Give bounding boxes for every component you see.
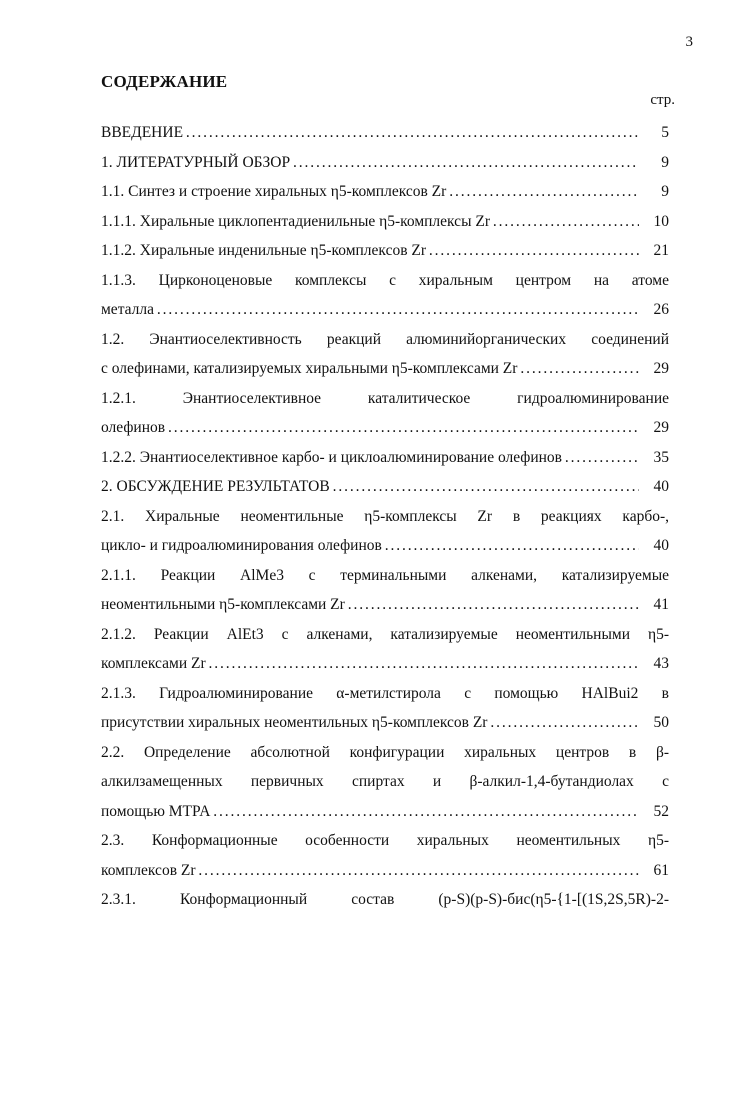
toc-entry-page: 5: [661, 124, 669, 141]
toc-entry-page: 29: [653, 419, 669, 436]
toc-entry-title: 1.1.2. Хиральные инденильные η5-комплексов Zr . . .: [101, 236, 639, 266]
toc-entry-title: неоментильными η5-комплексами Zr . . .: [101, 590, 639, 620]
toc-entry-title: цикло- и гидроалюминирования олефинов . . .: [101, 531, 639, 561]
toc-entry-page: 40: [653, 537, 669, 554]
page-column-label: стр.: [650, 92, 675, 108]
page-number: 3: [685, 34, 693, 50]
toc-entry[interactable]: [101, 797, 669, 827]
toc-entry[interactable]: [101, 148, 669, 178]
toc-entry-line: 2.3. Конформационные особенности хиральных неоментильных η5-: [101, 832, 669, 849]
toc-entry-title: с олефинами, катализируемых хиральными η5-комплексами Zr . . .: [101, 354, 639, 384]
page-title: СОДЕРЖАНИЕ: [101, 72, 228, 91]
toc-entry-title: 1.1. Синтез и строение хиральных η5-комплексов Zr . . .: [101, 177, 639, 207]
table-of-contents: [101, 118, 669, 915]
toc-entry[interactable]: [101, 708, 669, 738]
toc-entry-line: 2.1.1. Реакции AlMe3 с терминальными алкенами, катализируемые: [101, 566, 669, 584]
toc-entry-line: 1.2. Энантиоселективность реакций алюминийорганических соединений: [101, 330, 669, 348]
toc-entry[interactable]: [101, 118, 669, 148]
toc-entry[interactable]: [101, 207, 669, 237]
toc-entry-title: помощью MTPA . . .: [101, 797, 639, 827]
toc-entry-line: 1.2.1. Энантиоселективное каталитическое гидроалюминирование: [101, 389, 669, 407]
toc-entry-page: 21: [653, 242, 669, 259]
toc-trailing-line: 2.3.1. Конформационный состав (p-S)(p-S)-бис(η5-{1-[(1S,2S,5R)-2-: [101, 891, 669, 908]
toc-entry[interactable]: [101, 413, 669, 443]
toc-entry-page: 29: [653, 360, 669, 377]
toc-entry-page: 41: [653, 596, 669, 613]
toc-entry-page: 40: [653, 478, 669, 495]
toc-entry[interactable]: [101, 177, 669, 207]
toc-entry-line: 2.2. Определение абсолютной конфигурации хиральных центров в β-: [101, 743, 669, 761]
toc-entry-title: комплексов Zr . . .: [101, 856, 639, 886]
toc-entry-line: 2.1.3. Гидроалюминирование α-метилстирола с помощью HAlBui2 в: [101, 684, 669, 702]
toc-entry[interactable]: [101, 295, 669, 325]
toc-entry-title: олефинов . . .: [101, 413, 639, 443]
toc-entry[interactable]: [101, 590, 669, 620]
toc-entry-title: 1. ЛИТЕРАТУРНЫЙ ОБЗОР . . .: [101, 148, 639, 178]
toc-entry-line: 2.1. Хиральные неоментильные η5-комплексы Zr в реакциях карбо-,: [101, 507, 669, 525]
toc-entry-page: 9: [661, 153, 669, 171]
toc-entry-title: 1.1.1. Хиральные циклопентадиенильные η5-комплексы Zr . . .: [101, 207, 639, 237]
toc-entry-title: ВВЕДЕНИЕ . . .: [101, 118, 639, 148]
toc-entry-line: алкилзамещенных первичных спиртах и β-алкил-1,4-бутандиолах с: [101, 773, 669, 790]
toc-entry[interactable]: [101, 649, 669, 679]
toc-entry[interactable]: [101, 856, 669, 886]
toc-entry-title: металла . . .: [101, 295, 639, 325]
toc-entry[interactable]: [101, 236, 669, 266]
toc-entry-page: 9: [661, 183, 669, 200]
toc-entry-title: присутствии хиральных неоментильных η5-комплексов Zr . . .: [101, 708, 639, 738]
toc-entry-title: комплексами Zr . . .: [101, 649, 639, 679]
toc-entry-title: 1.2.2. Энантиоселективное карбо- и циклоалюминирование олефинов . . .: [101, 443, 639, 473]
toc-entry-page: 26: [653, 301, 669, 318]
toc-entry-page: 52: [653, 802, 669, 820]
toc-entry-title: 2. ОБСУЖДЕНИЕ РЕЗУЛЬТАТОВ . . .: [101, 472, 639, 502]
toc-entry-page: 10: [653, 212, 669, 230]
toc-entry[interactable]: [101, 472, 669, 502]
toc-entry-page: 61: [653, 861, 669, 879]
toc-entry[interactable]: [101, 443, 669, 473]
toc-entry-page: 35: [653, 448, 669, 466]
toc-entry-page: 50: [653, 714, 669, 731]
toc-entry-line: 2.1.2. Реакции AlEt3 с алкенами, катализируемые неоментильными η5-: [101, 625, 669, 643]
toc-entry[interactable]: [101, 354, 669, 384]
toc-entry-page: 43: [653, 655, 669, 672]
toc-entry[interactable]: [101, 531, 669, 561]
toc-entry-line: 1.1.3. Цирконоценовые комплексы с хиральным центром на атоме: [101, 271, 669, 289]
